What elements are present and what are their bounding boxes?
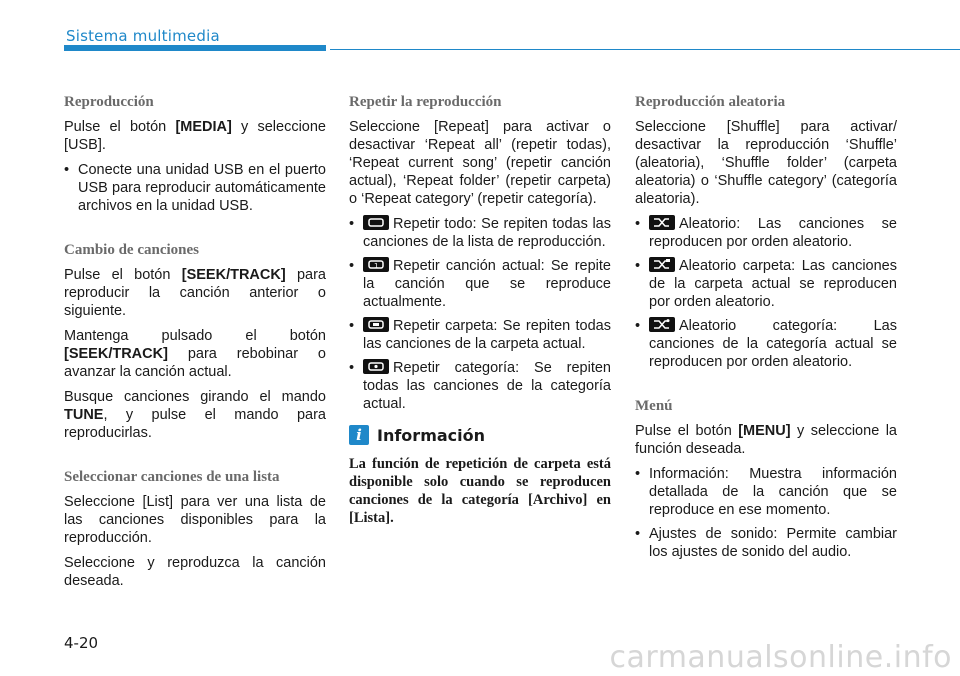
info-title: Información [377,425,486,445]
paragraph: Seleccione [Shuffle] para activar/ desactivar la reproducción ‘Shuffle’ (aleatoria), ‘Shuffle folder’ (carpeta aleatoria) o ‘Shuffle category’ (categoría aleatoria). [635,119,897,207]
page-number: 4-20 [64,634,99,652]
watermark: carmanualsonline.info [609,640,952,675]
list-item: • Aleatorio categoría: Las canciones de la categoría actual se reproducen por orden aleatorio. [635,317,897,371]
button-name-tune: TUNE [64,407,104,423]
header-accent-bar [64,45,326,51]
shuffle-icon [649,215,675,230]
list-item: • Aleatorio: Las canciones se reproducen por orden aleatorio. [635,215,897,251]
heading-cambio: Cambio de canciones [64,242,199,258]
repeat-one-icon [363,257,389,272]
repeat-all-icon [363,215,389,230]
header-rule [330,49,960,50]
svg-text:1: • 1 [374,262,379,270]
bullet-list [64,161,326,215]
shuffle-category-icon [649,317,675,332]
column-right [635,92,897,568]
paragraph: Pulse el botón [MENU] y seleccione la función deseada. [635,423,897,457]
shuffle-list [635,215,897,371]
paragraph: Seleccione [List] para ver una lista de las canciones disponibles para la reproducción. [64,494,326,546]
list-item: • Conecte una unidad USB en el puerto USB para reproducir automáticamente archivos en la unidad USB. [64,161,326,215]
paragraph: Mantenga pulsado el botón [SEEK/TRACK] para rebobinar o avanzar la canción actual. [64,328,326,380]
list-item: • Aleatorio carpeta: Las canciones de la carpeta actual se reproducen por orden aleatorio. [635,257,897,311]
info-body: La función de repetición de carpeta está disponible solo cuando se reproducen canciones de la categoría [Archivo] en [Lista]. [349,456,611,526]
heading-menu: Menú [635,398,673,414]
repeat-category-icon [363,359,389,374]
paragraph: Seleccione y reproduzca la canción deseada. [64,555,326,589]
list-item: • Repetir categoría: Se repiten todas las canciones de la categoría actual. [349,359,611,413]
shuffle-folder-icon [649,257,675,272]
heading-repetir: Repetir la reproducción [349,94,502,110]
heading-aleatoria: Reproducción aleatoria [635,94,786,110]
list-item: • Repetir todo: Se repiten todas las canciones de la lista de reproducción. [349,215,611,251]
column-left [64,92,326,597]
repeat-list [349,215,611,413]
paragraph: Busque canciones girando el mando TUNE, y pulse el mando para reproducirlas. [64,389,326,441]
list-item: • 1 Repetir canción actual: Se repite la canción que se reproduce actualmente. [349,257,611,311]
repeat-folder-icon [363,317,389,332]
paragraph: Pulse el botón [MEDIA] y seleccione [USB]. [64,119,326,153]
paragraph: Seleccione [Repeat] para activar o desactivar ‘Repeat all’ (repetir todas), ‘Repeat current song’ (repetir canción actual), ‘Repeat folder’ (repetir carpeta) o ‘Repeat category’ (repetir categoría). [349,119,611,207]
info-icon: i [349,425,369,445]
button-name-media: [MEDIA] [175,119,232,135]
button-name-seek-track: [SEEK/TRACK] [64,346,168,362]
heading-reproduccion: Reproducción [64,94,154,110]
list-item: • Ajustes de sonido: Permite cambiar los ajustes de sonido del audio. [635,525,897,561]
heading-seleccionar: Seleccionar canciones de una lista [64,469,280,485]
paragraph: Pulse el botón [SEEK/TRACK] para reproducir la canción anterior o siguiente. [64,267,326,319]
info-header [349,425,611,445]
list-item: • Repetir carpeta: Se repiten todas las canciones de la carpeta actual. [349,317,611,353]
menu-list [635,465,897,561]
button-name-menu: [MENU] [738,423,791,439]
section-title: Sistema multimedia [66,27,220,45]
column-middle [349,92,611,527]
list-item: • Información: Muestra información detallada de la canción que se reproduce en ese momento. [635,465,897,519]
button-name-seek-track: [SEEK/TRACK] [181,267,286,283]
